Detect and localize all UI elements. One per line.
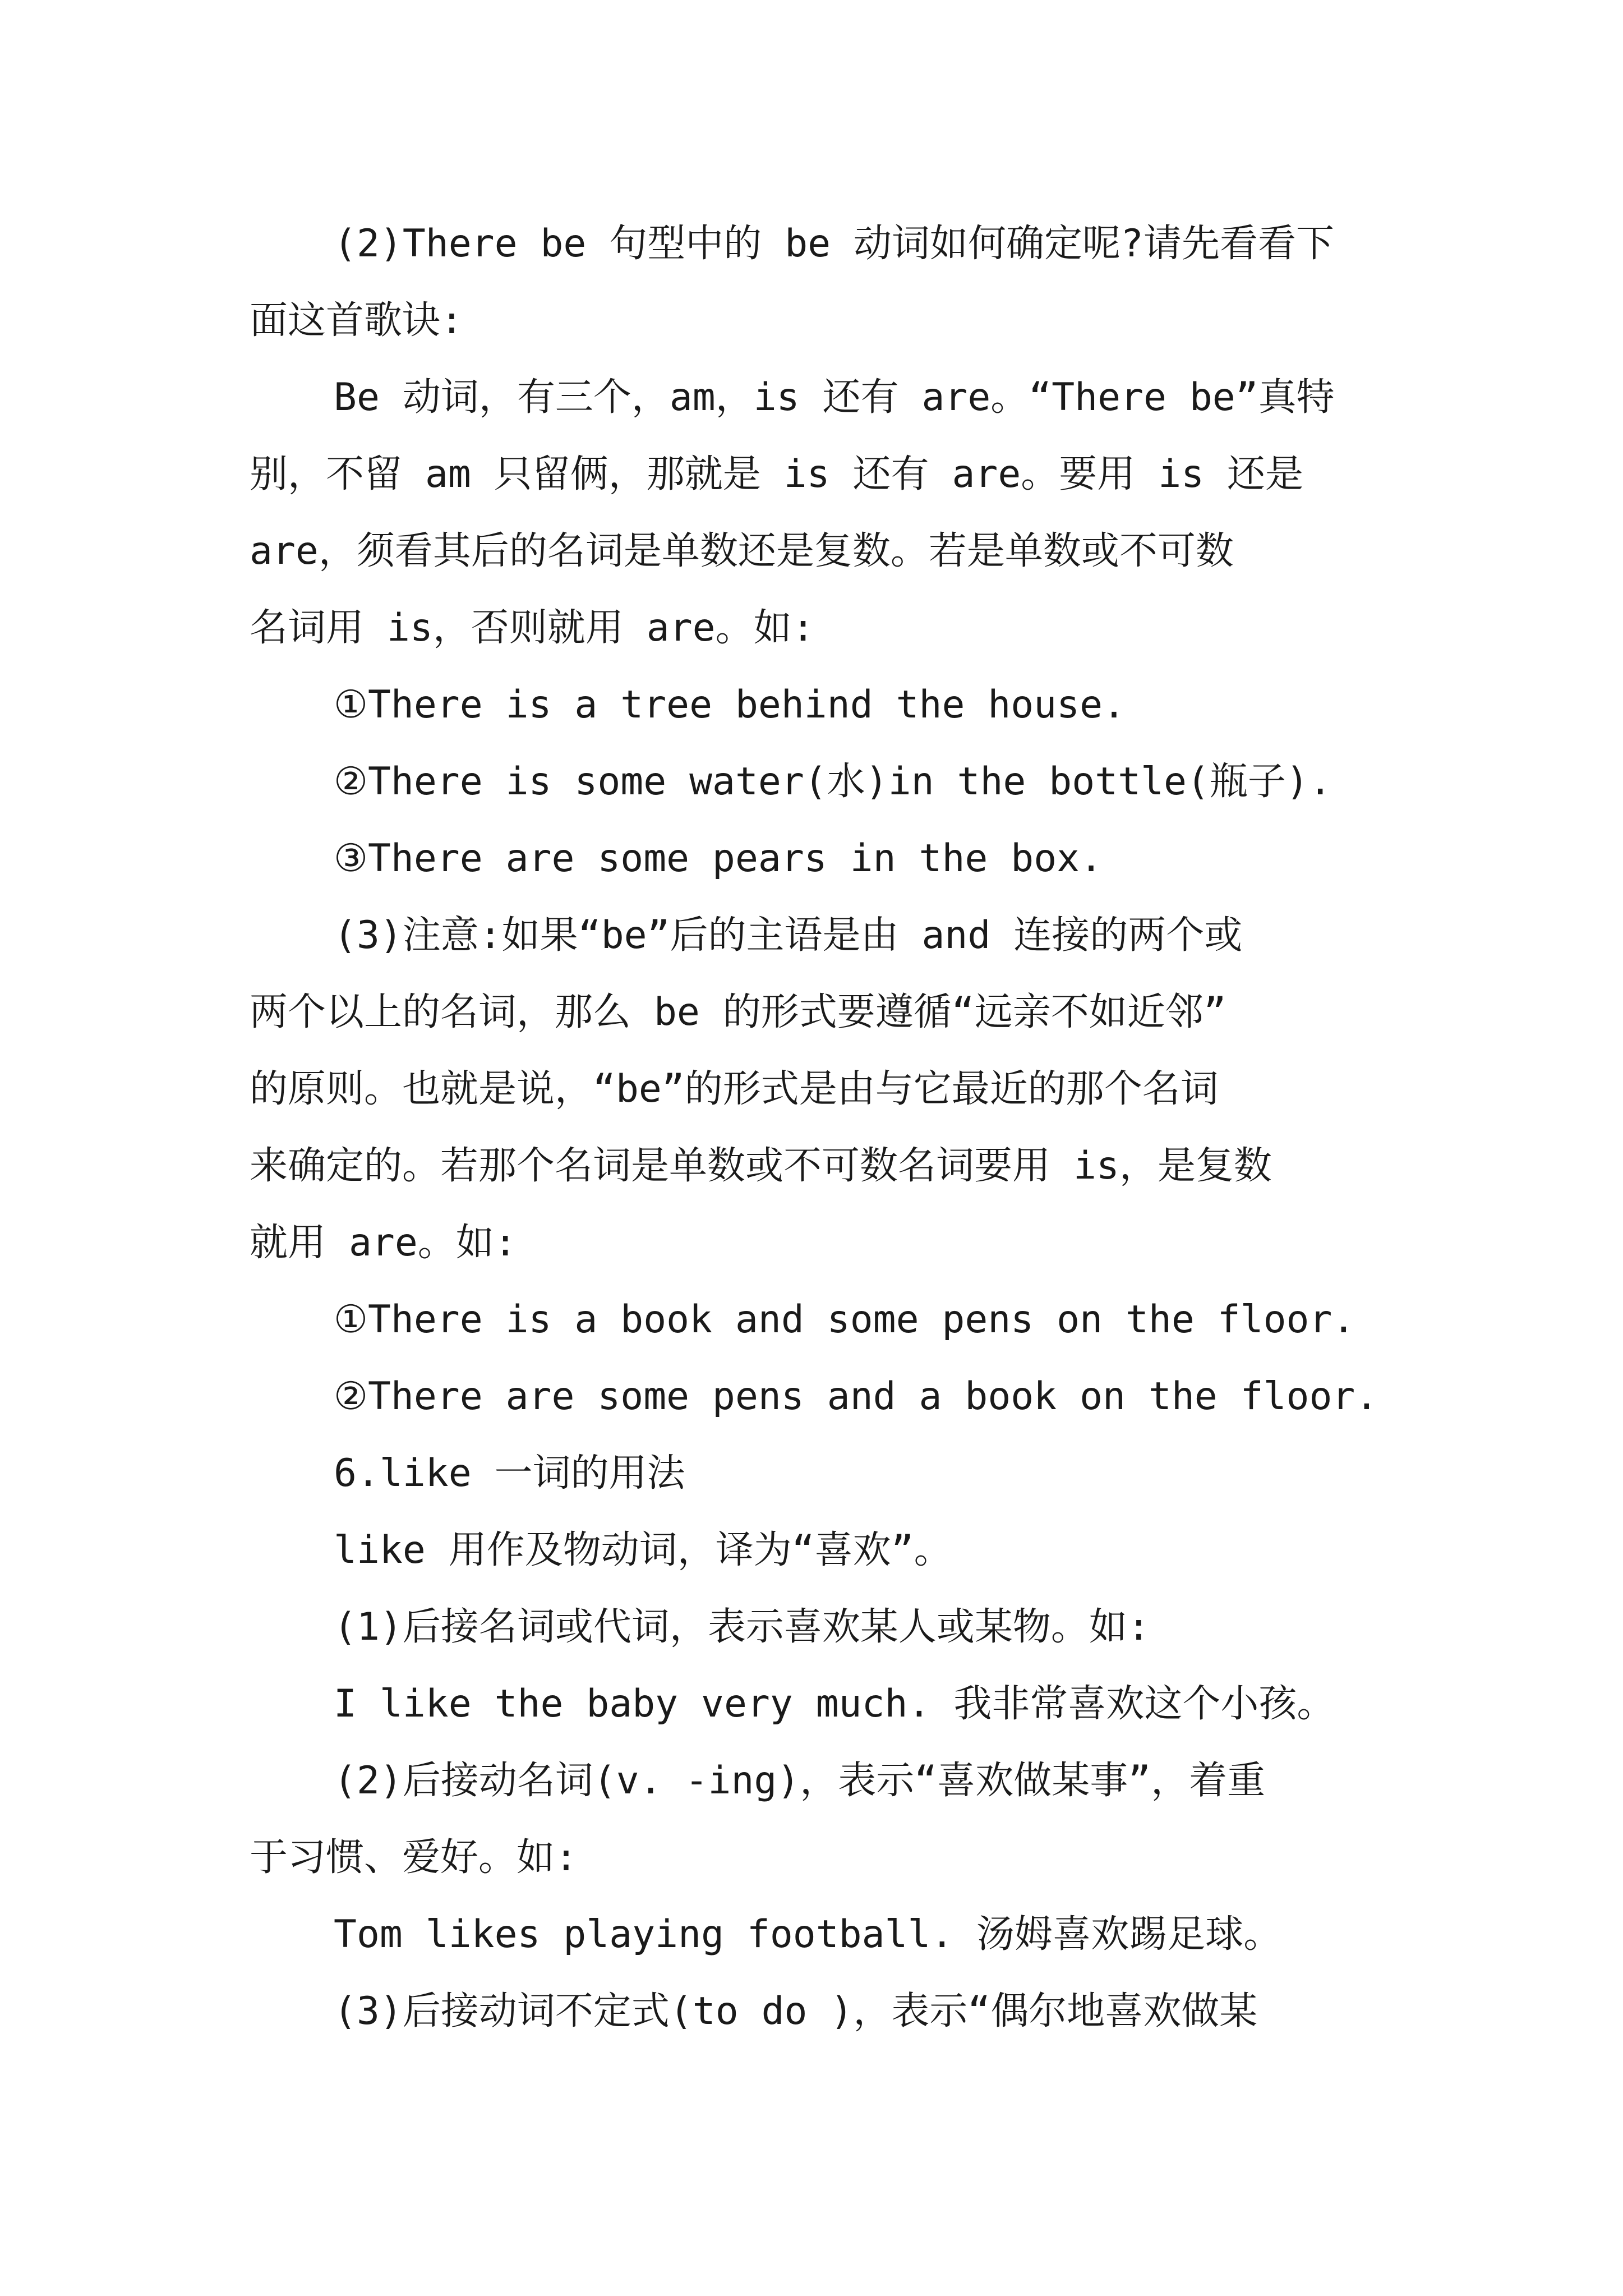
text-line: (2)后接动名词(v. -ing)，表示“喜欢做某事”，着重 (334, 1759, 1266, 1803)
text-line: ③There are some pears in the box. (334, 836, 1103, 881)
text-line: (3)后接动词不定式(to do )，表示“偶尔地喜欢做某 (334, 1989, 1258, 2033)
text-line: like 用作及物动词，译为“喜欢”。 (334, 1528, 952, 1572)
text-line: 于习惯、爱好。如: (250, 1835, 578, 1880)
text-line: (3)注意:如果“be”后的主语是由 and 连接的两个或 (334, 913, 1243, 958)
text-line: ②There is some water(水)in the bottle(瓶子). (334, 760, 1332, 804)
text-line: 别，不留 am 只留俩，那就是 is 还有 are。要用 is 还是 (250, 452, 1304, 496)
text-line: ①There is a book and some pens on the floor. (334, 1297, 1355, 1342)
text-line: (2)There be 句型中的 be 动词如何确定呢?请先看看下 (334, 222, 1334, 266)
text-line: ①There is a tree behind the house. (334, 683, 1126, 727)
text-line: 两个以上的名词，那么 be 的形式要遵循“远亲不如近邻” (250, 990, 1227, 1034)
text-line: 名词用 is，否则就用 are。如: (250, 606, 815, 650)
text-line: (1)后接名词或代词，表示喜欢某人或某物。如: (334, 1605, 1150, 1649)
text-line: ②There are some pens and a book on the floor. (334, 1374, 1378, 1419)
text-line: are，须看其后的名词是单数还是复数。若是单数或不可数 (250, 529, 1234, 573)
text-line: 面这首歌诀: (250, 298, 463, 343)
text-line: 来确定的。若那个名词是单数或不可数名词要用 is，是复数 (250, 1144, 1272, 1188)
text-line: 6.like 一词的用法 (334, 1451, 685, 1496)
text-line: I like the baby very much. 我非常喜欢这个小孩。 (334, 1682, 1335, 1726)
text-line: 就用 are。如: (250, 1221, 517, 1265)
text-line: Be 动词，有三个，am，is 还有 are。“There be”真特 (334, 375, 1335, 420)
document-body (250, 216, 1394, 2060)
text-line: Tom likes playing football. 汤姆喜欢踢足球。 (334, 1912, 1282, 1957)
text-line: 的原则。也就是说，“be”的形式是由与它最近的那个名词 (250, 1067, 1219, 1111)
